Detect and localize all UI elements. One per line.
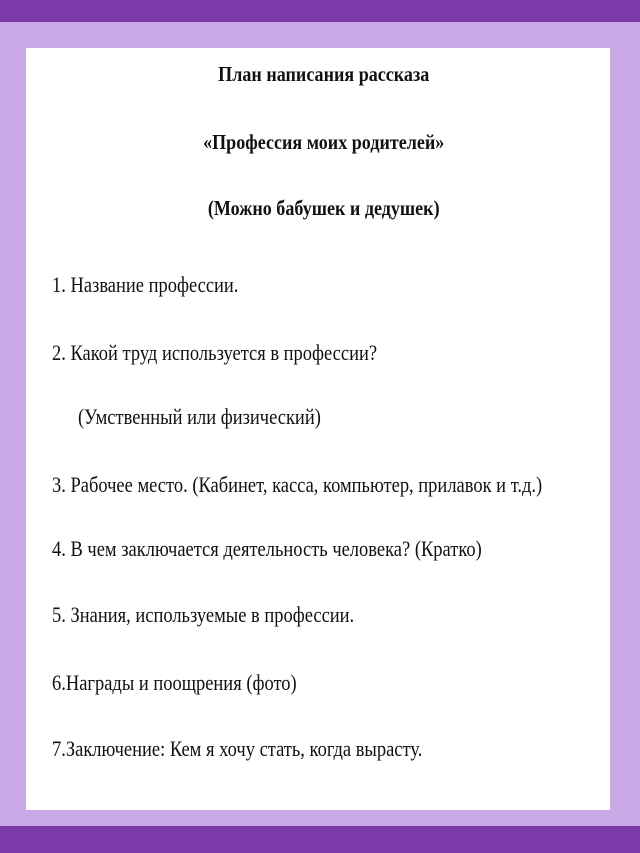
title-line-1: План написания рассказа bbox=[218, 62, 430, 86]
list-item-2: 2. Какой труд используется в профессии? bbox=[52, 340, 378, 365]
document-sheet bbox=[26, 48, 610, 810]
bottom-band bbox=[0, 826, 640, 853]
list-item-6: 6.Награды и поощрения (фото) bbox=[52, 670, 297, 695]
list-item-2-note: (Умственный или физический) bbox=[78, 404, 321, 429]
list-item-3: 3. Рабочее место. (Кабинет, касса, компьютер, прилавок и т.д.) bbox=[52, 472, 543, 497]
list-item-1: 1. Название профессии. bbox=[52, 272, 239, 297]
title-line-2: «Профессия моих родителей» bbox=[203, 130, 445, 154]
list-item-5: 5. Знания, используемые в профессии. bbox=[52, 602, 355, 627]
title-line-3: (Можно бабушек и дедушек) bbox=[207, 196, 440, 220]
list-item-4: 4. В чем заключается деятельность человека? (Кратко) bbox=[52, 536, 482, 561]
top-band bbox=[0, 0, 640, 22]
list-item-7: 7.Заключение: Кем я хочу стать, когда вырасту. bbox=[52, 736, 423, 761]
